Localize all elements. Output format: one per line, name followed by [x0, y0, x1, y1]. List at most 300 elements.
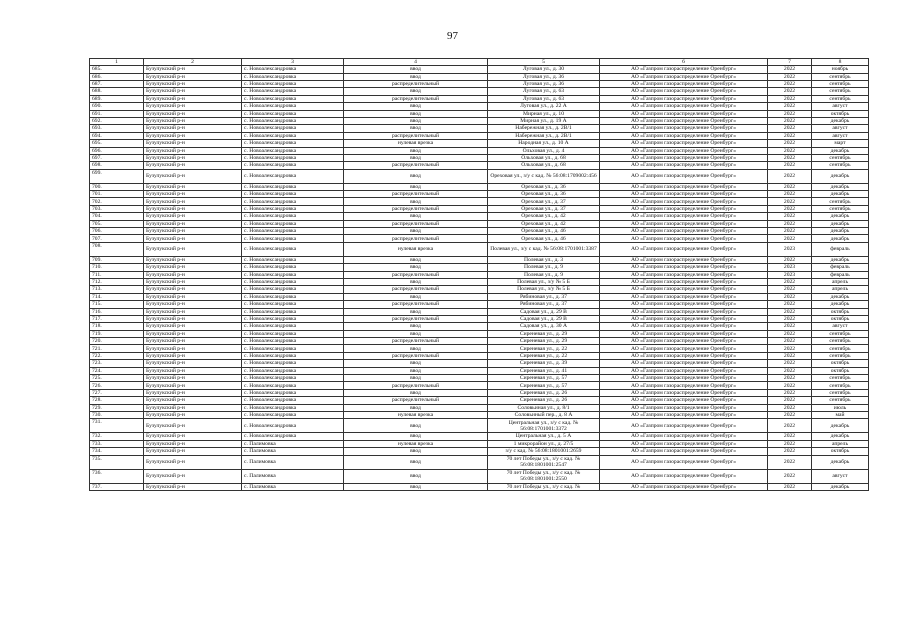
table-row	[90, 286, 869, 293]
district: Бузулукский р-н	[144, 301, 242, 308]
year: 2022	[768, 469, 812, 483]
column-number: 3	[242, 59, 344, 66]
settlement: с. Новоалександровка	[242, 235, 344, 242]
district: Бузулукский р-н	[144, 80, 242, 87]
year: 2022	[768, 66, 812, 73]
month: декабрь	[812, 191, 869, 198]
table-row	[90, 352, 869, 359]
month: сентябрь	[812, 352, 869, 359]
district: Бузулукский р-н	[144, 448, 242, 455]
month: сентябрь	[812, 88, 869, 95]
district: Бузулукский р-н	[144, 205, 242, 212]
pipeline-type: распределительный	[344, 205, 488, 212]
month: сентябрь	[812, 205, 869, 212]
row-number: 734.	[90, 448, 144, 455]
operator: АО «Газпром газораспределение Оренбург»	[600, 220, 768, 227]
district: Бузулукский р-н	[144, 183, 242, 190]
month: октябрь	[812, 110, 869, 117]
table-row	[90, 397, 869, 404]
operator: АО «Газпром газораспределение Оренбург»	[600, 183, 768, 190]
address: Ореховая ул., д. 36	[488, 191, 600, 198]
settlement: с. Новоалександровка	[242, 301, 344, 308]
row-number: 692.	[90, 117, 144, 124]
settlement: с. Новоалександровка	[242, 433, 344, 440]
district: Бузулукский р-н	[144, 483, 242, 490]
table-row	[90, 278, 869, 285]
address: 70 лет Победы ул., з/у с кад. № 56:08:1801001:2550	[488, 469, 600, 483]
district: Бузулукский р-н	[144, 169, 242, 183]
year: 2022	[768, 483, 812, 490]
year: 2022	[768, 397, 812, 404]
table-row	[90, 162, 869, 169]
operator: АО «Газпром газораспределение Оренбург»	[600, 389, 768, 396]
settlement: с. Новоалександровка	[242, 323, 344, 330]
year: 2022	[768, 140, 812, 147]
table-row	[90, 213, 869, 220]
operator: АО «Газпром газораспределение Оренбург»	[600, 147, 768, 154]
operator: АО «Газпром газораспределение Оренбург»	[600, 278, 768, 285]
table-row	[90, 147, 869, 154]
district: Бузулукский р-н	[144, 117, 242, 124]
operator: АО «Газпром газораспределение Оренбург»	[600, 235, 768, 242]
year: 2022	[768, 323, 812, 330]
address: Мирная ул., д. 19 А	[488, 117, 600, 124]
column-number: 4	[344, 59, 488, 66]
operator: АО «Газпром газораспределение Оренбург»	[600, 256, 768, 263]
settlement: с. Новоалександровка	[242, 330, 344, 337]
year: 2022	[768, 455, 812, 469]
row-number: 717.	[90, 315, 144, 322]
district: Бузулукский р-н	[144, 228, 242, 235]
year: 2022	[768, 293, 812, 300]
settlement: с. Новоалександровка	[242, 264, 344, 271]
district: Бузулукский р-н	[144, 154, 242, 161]
settlement: с. Новоалександровка	[242, 169, 344, 183]
table-row	[90, 154, 869, 161]
address: Ореховая ул., д. 36	[488, 183, 600, 190]
pipeline-type: распределительный	[344, 315, 488, 322]
district: Бузулукский р-н	[144, 213, 242, 220]
table-row	[90, 483, 869, 490]
address: Сиреневая ул., д. 57	[488, 382, 600, 389]
district: Бузулукский р-н	[144, 110, 242, 117]
year: 2022	[768, 191, 812, 198]
pipeline-type: ввод	[344, 183, 488, 190]
address: Рябиновая ул., д. 37	[488, 301, 600, 308]
district: Бузулукский р-н	[144, 404, 242, 411]
settlement: с. Новоалександровка	[242, 110, 344, 117]
month: апрель	[812, 440, 869, 447]
month: сентябрь	[812, 397, 869, 404]
year: 2022	[768, 382, 812, 389]
pipeline-type: ввод	[344, 103, 488, 110]
operator: АО «Газпром газораспределение Оренбург»	[600, 330, 768, 337]
settlement: с. Новоалександровка	[242, 205, 344, 212]
operator: АО «Газпром газораспределение Оренбург»	[600, 345, 768, 352]
address: Полевая ул., з/у № 5 Б	[488, 278, 600, 285]
operator: АО «Газпром газораспределение Оренбург»	[600, 103, 768, 110]
table-row	[90, 103, 869, 110]
row-number: 714.	[90, 293, 144, 300]
row-number: 690.	[90, 103, 144, 110]
district: Бузулукский р-н	[144, 256, 242, 263]
year: 2022	[768, 80, 812, 87]
pipeline-type: нулевая врезка	[344, 242, 488, 256]
operator: АО «Газпром газораспределение Оренбург»	[600, 242, 768, 256]
district: Бузулукский р-н	[144, 412, 242, 419]
address: Сиреневая ул., д. 29	[488, 330, 600, 337]
settlement: с. Палимовка	[242, 469, 344, 483]
year: 2022	[768, 404, 812, 411]
pipeline-type: распределительный	[344, 352, 488, 359]
month: октябрь	[812, 448, 869, 455]
settlement: с. Новоалександровка	[242, 88, 344, 95]
operator: АО «Газпром газораспределение Оренбург»	[600, 367, 768, 374]
pipeline-type: ввод	[344, 375, 488, 382]
row-number: 724.	[90, 367, 144, 374]
settlement: с. Новоалександровка	[242, 256, 344, 263]
year: 2022	[768, 183, 812, 190]
district: Бузулукский р-н	[144, 360, 242, 367]
pipeline-type: распределительный	[344, 271, 488, 278]
month: декабрь	[812, 256, 869, 263]
year: 2022	[768, 286, 812, 293]
address: Полевая ул., д. 9	[488, 264, 600, 271]
table-row	[90, 228, 869, 235]
operator: АО «Газпром газораспределение Оренбург»	[600, 125, 768, 132]
pipeline-type: ввод	[344, 256, 488, 263]
row-number: 687.	[90, 80, 144, 87]
table-row	[90, 308, 869, 315]
row-number: 716.	[90, 308, 144, 315]
table-row	[90, 191, 869, 198]
operator: АО «Газпром газораспределение Оренбург»	[600, 73, 768, 80]
district: Бузулукский р-н	[144, 397, 242, 404]
settlement: с. Новоалександровка	[242, 242, 344, 256]
table-row	[90, 440, 869, 447]
settlement: с. Новоалександровка	[242, 95, 344, 102]
pipeline-type: ввод	[344, 154, 488, 161]
year: 2022	[768, 132, 812, 139]
table-row	[90, 66, 869, 73]
operator: АО «Газпром газораспределение Оренбург»	[600, 95, 768, 102]
address: Полевая ул., д. 9	[488, 271, 600, 278]
address: Набережная ул., д. 2В/1	[488, 125, 600, 132]
row-number: 721.	[90, 345, 144, 352]
year: 2022	[768, 198, 812, 205]
month: декабрь	[812, 433, 869, 440]
year: 2022	[768, 117, 812, 124]
table-row	[90, 315, 869, 322]
settlement: с. Новоалександровка	[242, 412, 344, 419]
settlement: с. Новоалександровка	[242, 367, 344, 374]
district: Бузулукский р-н	[144, 147, 242, 154]
address: Садовая ул., д. 29 В	[488, 315, 600, 322]
year: 2023	[768, 242, 812, 256]
address: Сиреневая ул., д. 41	[488, 367, 600, 374]
district: Бузулукский р-н	[144, 103, 242, 110]
year: 2023	[768, 264, 812, 271]
table-row	[90, 469, 869, 483]
address: Луговая ул., д. 36	[488, 80, 600, 87]
month: август	[812, 323, 869, 330]
address: Ореховая ул., д. 42	[488, 213, 600, 220]
settlement: с. Новоалександровка	[242, 117, 344, 124]
pipeline-type: нулевая врезка	[344, 440, 488, 447]
district: Бузулукский р-н	[144, 323, 242, 330]
year: 2022	[768, 235, 812, 242]
table-row	[90, 80, 869, 87]
district: Бузулукский р-н	[144, 66, 242, 73]
address: 1 микрорайон ул., д. 27/5	[488, 440, 600, 447]
settlement: с. Палимовка	[242, 448, 344, 455]
month: сентябрь	[812, 389, 869, 396]
row-number: 737.	[90, 483, 144, 490]
settlement: с. Новоалександровка	[242, 140, 344, 147]
pipeline-type: ввод	[344, 147, 488, 154]
pipeline-type: распределительный	[344, 301, 488, 308]
pipeline-type: ввод	[344, 66, 488, 73]
operator: АО «Газпром газораспределение Оренбург»	[600, 360, 768, 367]
year: 2022	[768, 103, 812, 110]
district: Бузулукский р-н	[144, 455, 242, 469]
operator: АО «Газпром газораспределение Оренбург»	[600, 375, 768, 382]
pipeline-type: ввод	[344, 117, 488, 124]
table-row	[90, 73, 869, 80]
operator: АО «Газпром газораспределение Оренбург»	[600, 301, 768, 308]
settlement: с. Палимовка	[242, 483, 344, 490]
pipeline-type: распределительный	[344, 80, 488, 87]
settlement: с. Новоалександровка	[242, 183, 344, 190]
table-row	[90, 404, 869, 411]
operator: АО «Газпром газораспределение Оренбург»	[600, 412, 768, 419]
address: Полевая ул., д. 3	[488, 256, 600, 263]
pipeline-type: ввод	[344, 308, 488, 315]
operator: АО «Газпром газораспределение Оренбург»	[600, 352, 768, 359]
month: декабрь	[812, 169, 869, 183]
row-number: 731.	[90, 419, 144, 433]
row-number: 730.	[90, 412, 144, 419]
pipeline-type: ввод	[344, 213, 488, 220]
settlement: с. Палимовка	[242, 440, 344, 447]
operator: АО «Газпром газораспределение Оренбург»	[600, 469, 768, 483]
settlement: с. Новоалександровка	[242, 404, 344, 411]
year: 2022	[768, 389, 812, 396]
settlement: с. Новоалександровка	[242, 66, 344, 73]
row-number: 726.	[90, 382, 144, 389]
settlement: с. Новоалександровка	[242, 271, 344, 278]
operator: АО «Газпром газораспределение Оренбург»	[600, 323, 768, 330]
settlement: с. Новоалександровка	[242, 162, 344, 169]
pipeline-type: нулевая врезка	[344, 412, 488, 419]
table-row	[90, 301, 869, 308]
district: Бузулукский р-н	[144, 367, 242, 374]
row-number: 693.	[90, 125, 144, 132]
year: 2022	[768, 367, 812, 374]
year: 2022	[768, 162, 812, 169]
settlement: с. Новоалександровка	[242, 360, 344, 367]
table-row	[90, 110, 869, 117]
district: Бузулукский р-н	[144, 330, 242, 337]
settlement: с. Новоалександровка	[242, 397, 344, 404]
operator: АО «Газпром газораспределение Оренбург»	[600, 191, 768, 198]
operator: АО «Газпром газораспределение Оренбург»	[600, 293, 768, 300]
address: Сиреневая ул., д. 22	[488, 352, 600, 359]
month: август	[812, 469, 869, 483]
settlement: с. Новоалександровка	[242, 345, 344, 352]
address: Рябиновая ул., д. 37	[488, 293, 600, 300]
row-number: 723.	[90, 360, 144, 367]
address: Сиреневая ул., д. 26	[488, 397, 600, 404]
settlement: с. Новоалександровка	[242, 125, 344, 132]
month: декабрь	[812, 483, 869, 490]
settlement: с. Новоалександровка	[242, 382, 344, 389]
year: 2022	[768, 88, 812, 95]
operator: АО «Газпром газораспределение Оренбург»	[600, 455, 768, 469]
column-number-row	[90, 59, 869, 66]
district: Бузулукский р-н	[144, 235, 242, 242]
settlement: с. Новоалександровка	[242, 375, 344, 382]
pipeline-type: ввод	[344, 228, 488, 235]
year: 2022	[768, 205, 812, 212]
month: октябрь	[812, 315, 869, 322]
month: декабрь	[812, 147, 869, 154]
column-number: 6	[600, 59, 768, 66]
operator: АО «Газпром газораспределение Оренбург»	[600, 483, 768, 490]
address: Сиреневая ул., д. 22	[488, 345, 600, 352]
year: 2022	[768, 228, 812, 235]
pipeline-type: распределительный	[344, 286, 488, 293]
table-row	[90, 323, 869, 330]
address: Сиреневая ул., д. 29	[488, 338, 600, 345]
month: сентябрь	[812, 154, 869, 161]
table-row	[90, 205, 869, 212]
address: Ольховая ул., д. 68	[488, 162, 600, 169]
month: октябрь	[812, 367, 869, 374]
operator: АО «Газпром газораспределение Оренбург»	[600, 140, 768, 147]
operator: АО «Газпром газораспределение Оренбург»	[600, 80, 768, 87]
table-row	[90, 412, 869, 419]
month: сентябрь	[812, 382, 869, 389]
month: сентябрь	[812, 198, 869, 205]
table-row	[90, 382, 869, 389]
row-number: 719.	[90, 330, 144, 337]
month: декабрь	[812, 235, 869, 242]
table-row	[90, 95, 869, 102]
year: 2022	[768, 440, 812, 447]
row-number: 704.	[90, 213, 144, 220]
pipeline-type: распределительный	[344, 397, 488, 404]
operator: АО «Газпром газораспределение Оренбург»	[600, 110, 768, 117]
table-row	[90, 256, 869, 263]
settlement: с. Новоалександровка	[242, 315, 344, 322]
column-number: 1	[90, 59, 144, 66]
district: Бузулукский р-н	[144, 198, 242, 205]
table-row	[90, 242, 869, 256]
table-row	[90, 88, 869, 95]
district: Бузулукский р-н	[144, 419, 242, 433]
settlement: с. Новоалександровка	[242, 278, 344, 285]
pipeline-type: ввод	[344, 323, 488, 330]
address: Сиреневая ул., д. 26	[488, 389, 600, 396]
pipeline-type: ввод	[344, 367, 488, 374]
year: 2022	[768, 301, 812, 308]
operator: АО «Газпром газораспределение Оренбург»	[600, 169, 768, 183]
district: Бузулукский р-н	[144, 132, 242, 139]
pipeline-type: ввод	[344, 198, 488, 205]
month: февраль	[812, 242, 869, 256]
pipeline-type: распределительный	[344, 191, 488, 198]
pipeline-type: ввод	[344, 469, 488, 483]
year: 2022	[768, 352, 812, 359]
year: 2022	[768, 154, 812, 161]
row-number: 732.	[90, 433, 144, 440]
month: апрель	[812, 286, 869, 293]
year: 2022	[768, 278, 812, 285]
table-row	[90, 455, 869, 469]
table-row	[90, 183, 869, 190]
address: Луговая ул., д. 36	[488, 73, 600, 80]
year: 2022	[768, 220, 812, 227]
row-number: 699.	[90, 169, 144, 183]
address: Центральная ул., д. 5 А	[488, 433, 600, 440]
district: Бузулукский р-н	[144, 315, 242, 322]
address: Луговая ул., д. 30	[488, 66, 600, 73]
row-number: 706.	[90, 228, 144, 235]
operator: АО «Газпром газораспределение Оренбург»	[600, 198, 768, 205]
row-number: 696.	[90, 147, 144, 154]
row-number: 689.	[90, 95, 144, 102]
pipeline-type: ввод	[344, 455, 488, 469]
row-number: 702.	[90, 198, 144, 205]
pipeline-type: ввод	[344, 125, 488, 132]
year: 2022	[768, 338, 812, 345]
address: Садовая ул., д. 29 В	[488, 308, 600, 315]
month: август	[812, 125, 869, 132]
month: март	[812, 140, 869, 147]
district: Бузулукский р-н	[144, 88, 242, 95]
district: Бузулукский р-н	[144, 95, 242, 102]
operator: АО «Газпром газораспределение Оренбург»	[600, 213, 768, 220]
month: сентябрь	[812, 330, 869, 337]
year: 2022	[768, 73, 812, 80]
pipeline-type: нулевая врезка	[344, 140, 488, 147]
district: Бузулукский р-н	[144, 389, 242, 396]
pipeline-type: ввод	[344, 264, 488, 271]
district: Бузулукский р-н	[144, 242, 242, 256]
pipeline-type: ввод	[344, 110, 488, 117]
district: Бузулукский р-н	[144, 440, 242, 447]
month: февраль	[812, 264, 869, 271]
table-row	[90, 360, 869, 367]
address: з/у с кад. № 56:08:1801001:2659	[488, 448, 600, 455]
operator: АО «Газпром газораспределение Оренбург»	[600, 308, 768, 315]
district: Бузулукский р-н	[144, 293, 242, 300]
month: декабрь	[812, 301, 869, 308]
operator: АО «Газпром газораспределение Оренбург»	[600, 433, 768, 440]
settlement: с. Новоалександровка	[242, 419, 344, 433]
pipeline-type: распределительный	[344, 132, 488, 139]
settlement: с. Новоалександровка	[242, 338, 344, 345]
year: 2022	[768, 213, 812, 220]
year: 2022	[768, 419, 812, 433]
pipeline-type: ввод	[344, 88, 488, 95]
month: октябрь	[812, 308, 869, 315]
address: Соловьиная ул., д. 8/1	[488, 404, 600, 411]
address: Набережная ул., д. 2В/1	[488, 132, 600, 139]
table-row	[90, 375, 869, 382]
district: Бузулукский р-н	[144, 338, 242, 345]
